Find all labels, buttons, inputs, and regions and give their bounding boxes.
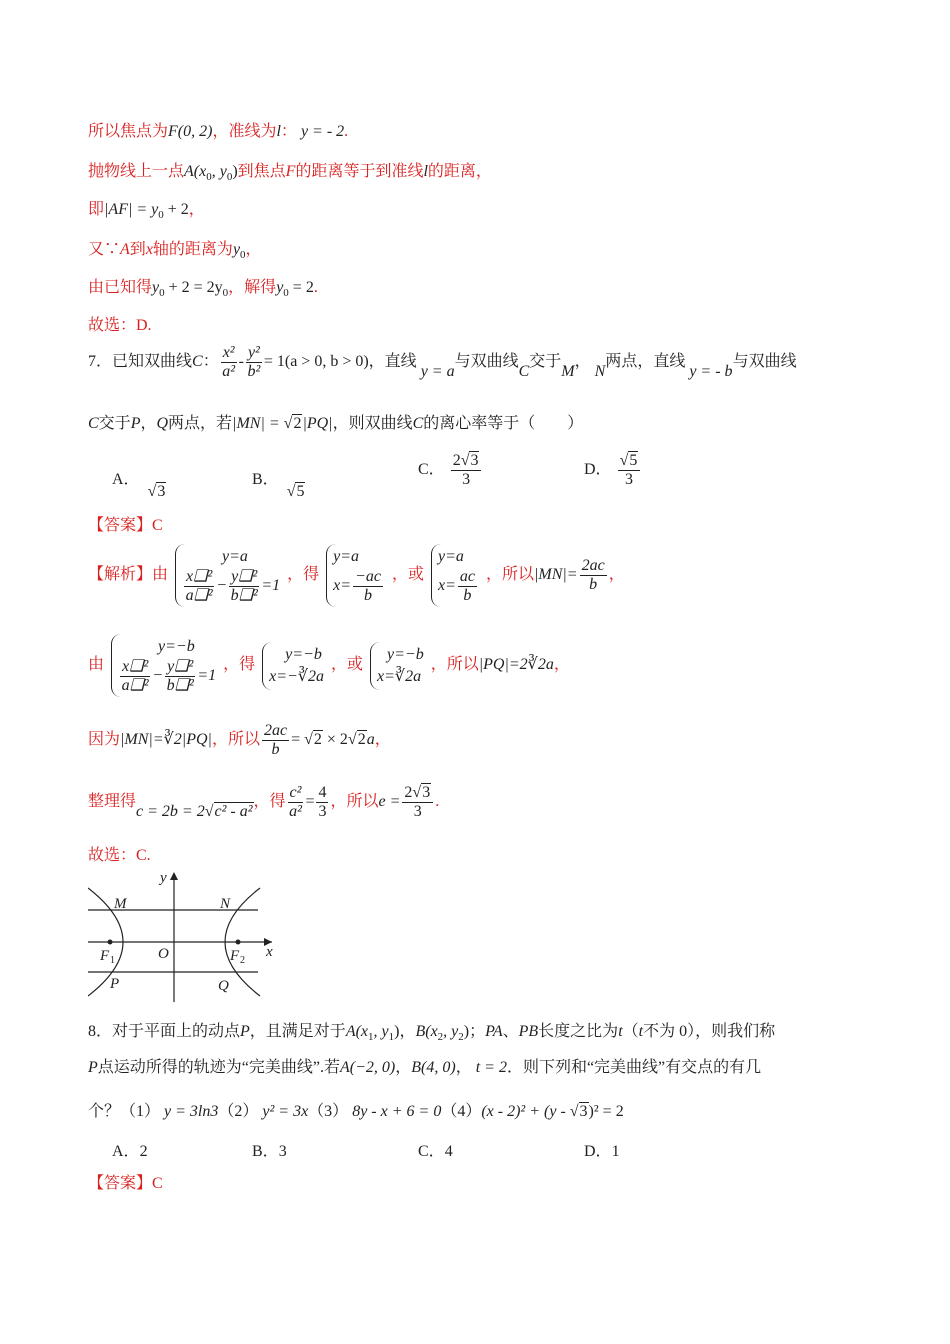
solution6-line3: 即$|AF| = y_0 + 2$，	[88, 201, 205, 222]
q7-analysis-line1: 【解析】由 y=a $\frac{\text{x❑²}}{\text{a❑²}}$ − $\frac{\text{y❑²}}{\text{b❑²}}$ =1 ，得 y=a x= $\frac{-ac}{b}$ ，或 y=a x= $\frac{ac}{b}$ ，所以|MN|= $\frac{2ac}{b}$ ，	[88, 544, 862, 607]
q7-option-c[interactable]: C． $\frac{2√3}{3}$	[418, 452, 483, 489]
hyperbola-figure	[88, 868, 288, 1004]
y-axis-arrow	[170, 872, 178, 880]
point-m-label: M	[114, 896, 127, 912]
q7-analysis-line5: 故选：C.	[88, 847, 151, 864]
focus-f1-subscript: 1	[110, 955, 115, 966]
solution6-line4: 又∵A到x轴的距离为$y_0$，	[88, 241, 262, 262]
point-n-label: N	[220, 896, 231, 912]
focus-f1-label: F	[100, 948, 110, 964]
q8-stem-line3: 个？（1） y = 3ln3（2） y² = 3x（3） 8y - x + 6 = 0（4）(x - 2)² + (y - √3)² = 2	[88, 1103, 624, 1120]
q7-analysis-line3: 因为|MN|=∛2|PQ|，所以 $\frac{2ac}{b}$ = √2 × 2√2a，	[88, 722, 391, 758]
focus-f1-dot	[108, 940, 113, 945]
q7-option-b[interactable]: B． √5	[252, 471, 305, 500]
q7-option-d[interactable]: D． $\frac{√5}{3}$	[584, 452, 642, 489]
x-axis-label: x	[266, 944, 273, 960]
focus-f2-label: F	[230, 948, 240, 964]
q7-analysis-line2: 由 y=−b $\frac{\text{x❑²}}{\text{a❑²}}$ − $\frac{\text{y❑²}}{\text{b❑²}}$ =1 ，得 y=−b x=−∛2a ，或 y=−b x=∛2a ，所以|PQ|=2∛2a，	[88, 634, 862, 697]
q7-answer: 【答案】C	[88, 517, 163, 534]
origin-label: O	[158, 946, 169, 962]
q8-option-b[interactable]: B．3	[252, 1143, 287, 1160]
solution6-line2: 抛物线上一点$A(x_0$, $y_0$)到焦点F的距离等于到准线l的距离，	[88, 163, 492, 184]
q8-answer: 【答案】C	[88, 1175, 163, 1192]
focus-f2-subscript: 2	[240, 955, 245, 966]
solution6-line6: 故选：D.	[88, 317, 152, 334]
focus-f2-dot	[236, 940, 241, 945]
solution6-line1: 所以焦点为F(0, 2)，准线为l： y = - 2.	[88, 123, 349, 140]
solution6-line5: 由已知得$y_0 + 2 = 2y_0$，解得$y_0 = 2$.	[88, 279, 318, 300]
q7-option-a[interactable]: A． √3	[112, 471, 166, 500]
point-p-label: P	[110, 976, 120, 992]
q8-option-c[interactable]: C．4	[418, 1143, 453, 1160]
q8-stem-line2: P点运动所得的轨迹为“完美曲线”.若A(−2, 0)，B(4, 0)， t = 2．则下列和“完美曲线”有交点的有几	[88, 1059, 762, 1076]
q7-stem-line2: C交于P，Q两点，若|MN| = √2|PQ|，则双曲线C的离心率等于（ ）	[88, 415, 584, 432]
q7-stem-line1: 7．已知双曲线C： $\frac{\text{x²}}{\text{a²}}$ - $\frac{\text{y²}}{\text{b²}}$ = 1(a > 0, b > 0)，直线 y = a与双曲线C交于M， N两点，直线 y = - b与双曲线	[88, 344, 797, 381]
q7-analysis-line4: 整理得c = 2b = 2√c² - a²，得 $\frac{\text{c²}}{\text{a²}}$ = $\frac{4}{3}$ ，所以e = $\frac{2√3}{3}$ .	[88, 784, 440, 821]
q8-option-a[interactable]: A．2	[112, 1143, 148, 1160]
point-q-label: Q	[218, 978, 229, 994]
q8-stem-line1: 8．对于平面上的动点P，且满足对于$A(x_1$, $y_1$)，$B(x_2$, $y_2$)；PA、PB长度之比为t（t不为 0），则我们称	[88, 1023, 776, 1044]
q8-option-d[interactable]: D．1	[584, 1143, 620, 1160]
y-axis-label: y	[160, 870, 167, 886]
